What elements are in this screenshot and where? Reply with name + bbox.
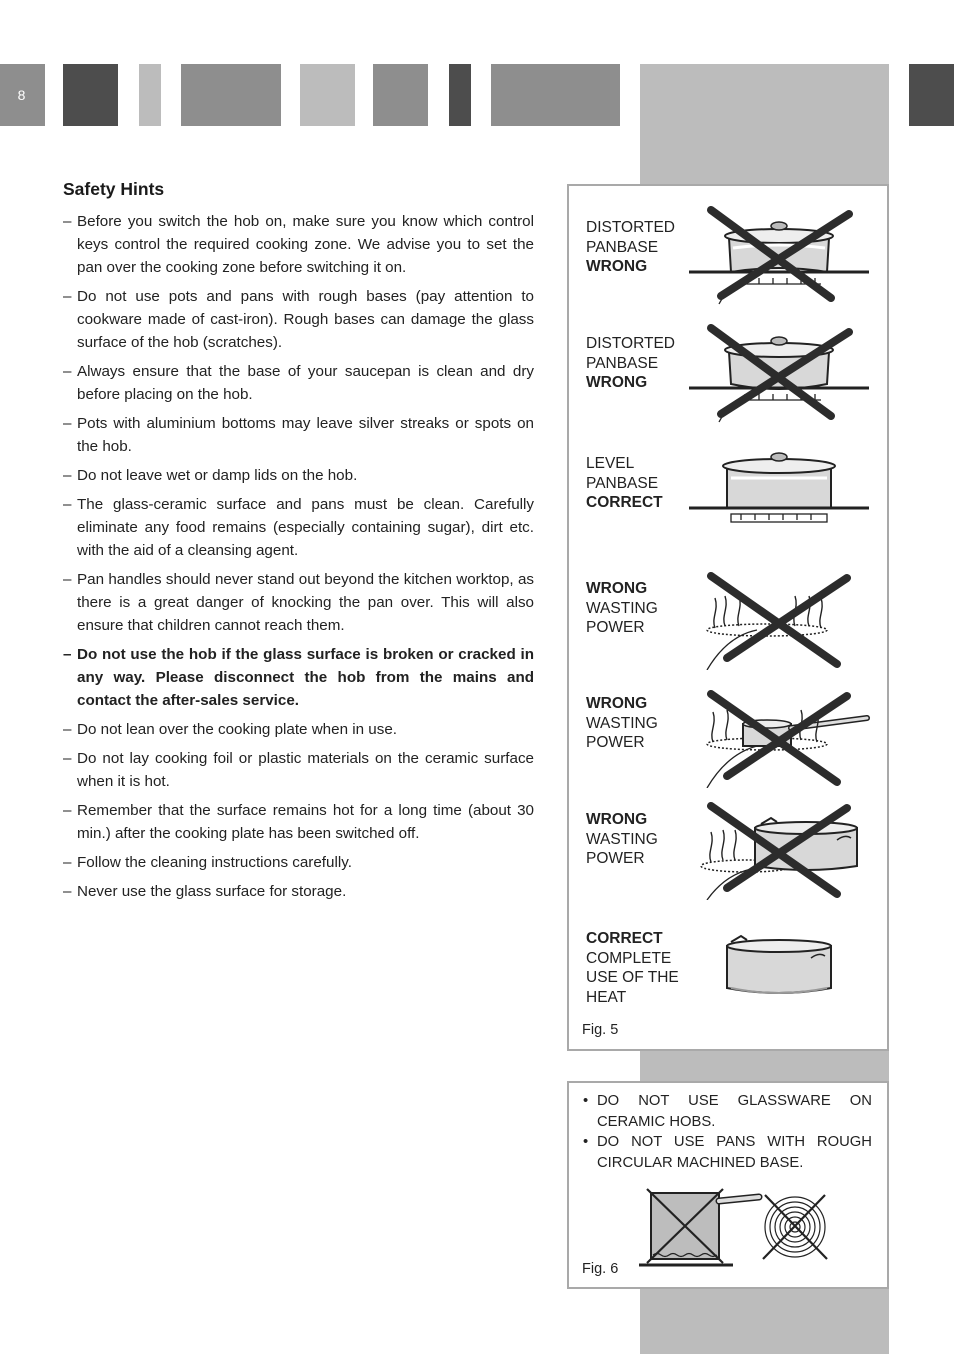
fig5-label: DISTORTED PANBASE WRONG xyxy=(586,335,675,391)
hint-item: – Pots with aluminium bottoms may leave silver streaks or spots on the hob. xyxy=(63,415,534,455)
safety-hints-list xyxy=(63,210,534,909)
hint-item: – Do not lay cooking foil or plastic materials on the ceramic surface when it is hot. xyxy=(63,750,534,790)
hint-item: – Do not leave wet or damp lids on the hob. xyxy=(63,467,358,484)
header-block xyxy=(181,64,281,126)
figure-5-panel xyxy=(567,184,889,1051)
glass-pan-crossed-icon xyxy=(635,1185,763,1273)
fig6-caption: Fig. 6 xyxy=(582,1261,619,1277)
hint-item-warning: – Do not use the hob if the glass surface is broken or cracked in any way. Please disconnect the hob from the mains and contact the after-sales service. xyxy=(63,646,534,709)
fig6-notes xyxy=(583,1091,872,1173)
hint-item: – Follow the cleaning instructions carefully. xyxy=(63,854,352,871)
small-pan-crossed-icon xyxy=(697,688,873,788)
offset-pot-crossed-icon xyxy=(697,800,873,900)
pot-correct-icon xyxy=(719,928,839,1000)
hint-item: – Pan handles should never stand out beyond the kitchen worktop, as there is a great danger of knocking the pan over. This will also ensure that children cannot reach them. xyxy=(63,571,534,634)
distorted-pan-crossed-icon xyxy=(689,206,871,306)
distorted-pan-crossed-icon xyxy=(689,324,871,424)
hint-item: – Remember that the surface remains hot for a long time (about 30 min.) after the cooking plate has been switched off. xyxy=(63,802,534,842)
fig5-caption: Fig. 5 xyxy=(582,1022,619,1038)
note-item: • DO NOT USE PANS WITH ROUGH CIRCULAR MACHINED BASE. xyxy=(583,1134,872,1171)
hint-item: – Never use the glass surface for storage. xyxy=(63,883,347,900)
rough-base-crossed-icon xyxy=(759,1191,831,1263)
page-number: 8 xyxy=(0,64,45,126)
fig5-label: WRONG WASTING POWER xyxy=(586,580,658,636)
fig5-label: DISTORTED PANBASE WRONG xyxy=(586,219,675,275)
figure-6-panel xyxy=(567,1081,889,1289)
fig5-label: WRONG WASTING POWER xyxy=(586,811,658,867)
section-title: Safety Hints xyxy=(63,179,165,199)
hint-item: – Do not lean over the cooking plate when in use. xyxy=(63,721,397,738)
hint-item: – Before you switch the hob on, make sure you know which control keys control the required cooking zone. We advise you to set the pan over the cooking zone before switching it on. xyxy=(63,213,534,276)
hint-item: – Do not use pots and pans with rough bases (pay attention to cookware made of cast-iron). Rough bases can damage the glass surface of the hob (scratches). xyxy=(63,288,534,351)
header-block xyxy=(449,64,471,126)
header-block xyxy=(139,64,161,126)
header-block xyxy=(373,64,428,126)
header-block xyxy=(63,64,118,126)
note-item: • DO NOT USE GLASSWARE ON CERAMIC HOBS. xyxy=(583,1093,872,1130)
header-block xyxy=(491,64,620,126)
fig5-label: WRONG WASTING POWER xyxy=(586,695,658,751)
fig5-label: CORRECT COMPLETE USE OF THE HEAT xyxy=(586,930,679,1006)
no-pan-heat-crossed-icon xyxy=(697,570,873,670)
hint-item: – Always ensure that the base of your saucepan is clean and dry before placing on the hob. xyxy=(63,363,534,403)
hint-item: – The glass-ceramic surface and pans must be clean. Carefully eliminate any food remains (especially containing sugar), dirt etc. with the aid of a cleansing agent. xyxy=(63,496,534,559)
header-block xyxy=(300,64,355,126)
header-block xyxy=(909,64,954,126)
fig5-label: LEVEL PANBASE CORRECT xyxy=(586,455,663,511)
level-pan-icon xyxy=(689,448,871,528)
